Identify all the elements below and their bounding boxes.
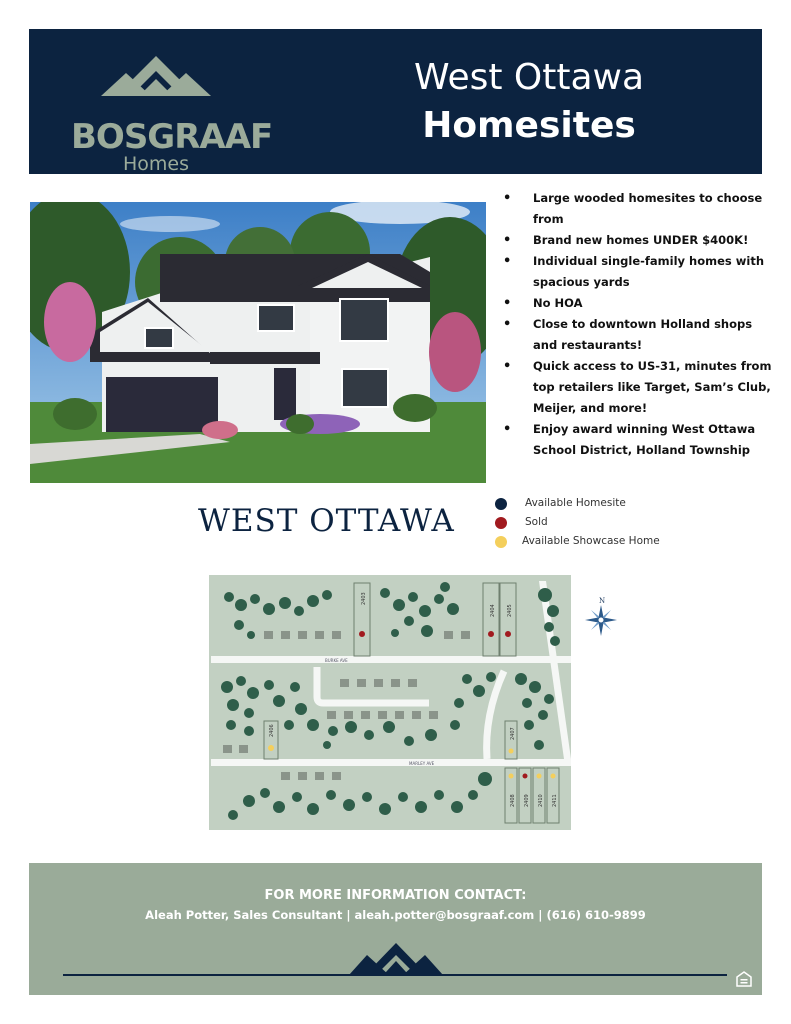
feature-item: • Enjoy award winning West Ottawa School District, Holland Township xyxy=(503,419,773,461)
street-label-burke: BURKE AVE xyxy=(325,658,348,663)
showcase-marker xyxy=(509,749,514,754)
lot-label: 2408 xyxy=(510,794,516,807)
mountain-logo-icon xyxy=(71,51,241,121)
logo-subtitle: Homes xyxy=(122,153,189,175)
showcase-marker xyxy=(268,745,274,751)
sold-marker xyxy=(523,774,528,779)
feature-item: • Quick access to US-31, minutes from top retailers like Target, Sam’s Club, Meijer, and more! xyxy=(503,356,773,419)
sold-marker xyxy=(359,631,365,637)
feature-item: • Brand new homes UNDER $400K! xyxy=(503,230,773,251)
feature-item: • Individual single-family homes with spacious yards xyxy=(503,251,773,293)
navy-dot-icon xyxy=(495,498,507,510)
contact-details: Aleah Potter, Sales Consultant | aleah.potter@bosgraaf.com | (616) 610-9899 xyxy=(145,908,646,922)
lot-label: 2406 xyxy=(269,724,275,737)
lot-label: 2409 xyxy=(524,794,530,807)
lot-label: 2410 xyxy=(538,794,544,807)
feature-item: • Large wooded homesites to choose from xyxy=(503,188,773,230)
yellow-dot-icon xyxy=(495,536,507,548)
showcase-marker xyxy=(509,774,514,779)
showcase-marker xyxy=(537,774,542,779)
compass-rose-icon xyxy=(583,596,619,640)
lot-label: 2407 xyxy=(510,727,516,740)
feature-item: • No HOA xyxy=(503,293,773,314)
header-banner xyxy=(29,29,762,174)
compass-north-label: N xyxy=(599,597,606,605)
site-plan-title: WEST OTTAWA xyxy=(198,503,455,539)
feature-item: • Close to downtown Holland shops and restaurants! xyxy=(503,314,773,356)
lot-label: 2404 xyxy=(490,604,496,617)
sold-marker xyxy=(488,631,494,637)
footer-contact xyxy=(29,863,762,995)
sold-marker xyxy=(505,631,511,637)
site-plan-map xyxy=(209,575,571,830)
street-label-marley: MARLEY AVE xyxy=(409,761,435,766)
equal-housing-icon xyxy=(736,971,752,987)
page-title-line2: Homesites xyxy=(422,105,636,146)
lot-label: 2403 xyxy=(361,592,367,605)
showcase-marker xyxy=(551,774,556,779)
bosgraaf-logo xyxy=(71,51,273,175)
mountain-logo-icon xyxy=(349,941,443,983)
contact-heading: FOR MORE INFORMATION CONTACT: xyxy=(264,888,527,903)
logo-wordmark: BOSGRAAF xyxy=(71,117,273,157)
lot-label: 2411 xyxy=(552,794,558,807)
lot-label: 2405 xyxy=(507,604,513,617)
features-list xyxy=(503,188,773,461)
page-title-line1: West Ottawa xyxy=(413,57,645,98)
red-dot-icon xyxy=(495,517,507,529)
house-rendering-image xyxy=(30,202,486,483)
